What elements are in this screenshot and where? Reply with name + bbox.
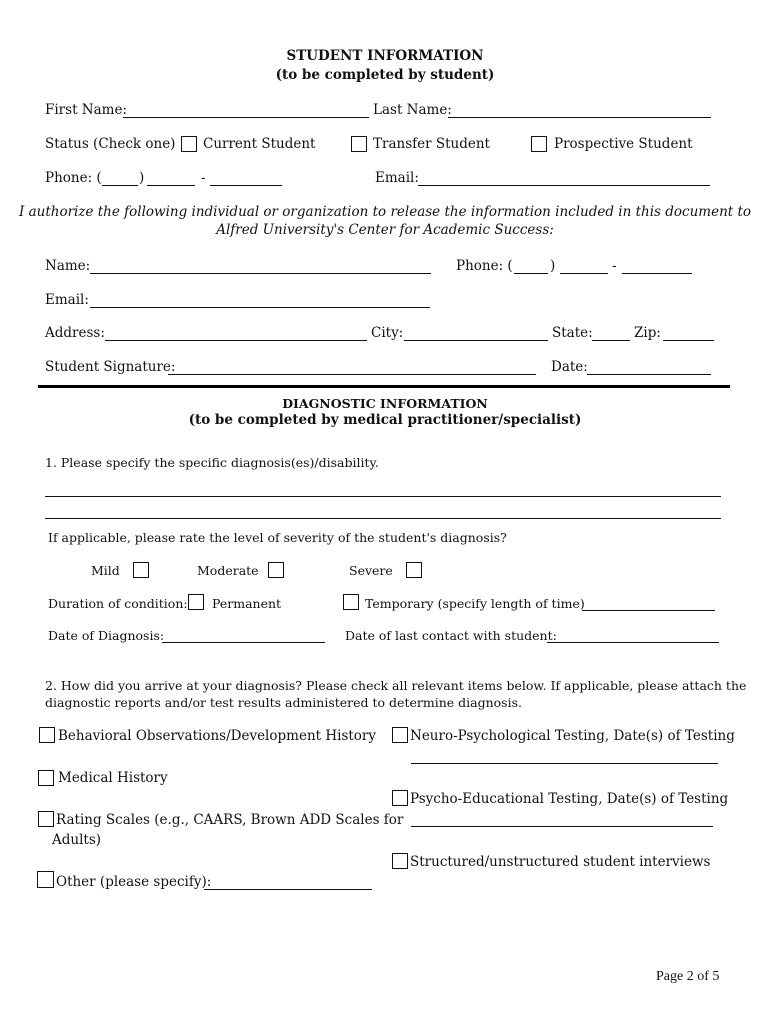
- last-name-label: Last Name:: [373, 102, 452, 118]
- psycho-date-field[interactable]: [411, 826, 713, 827]
- temporary-label: Temporary (specify length of time): [365, 596, 585, 611]
- neuro-label: Neuro-Psychological Testing, Date(s) of Testing: [410, 728, 735, 744]
- authorize-text-line1: I authorize the following individual or organization to release the information included in this document to: [18, 204, 752, 220]
- release-phone-line-field[interactable]: [622, 273, 692, 274]
- signature-label: Student Signature:: [45, 359, 176, 375]
- severity-question: If applicable, please rate the level of severity of the student's diagnosis?: [48, 530, 507, 545]
- question-1-text: 1. Please specify the specific diagnosis(es)/disability.: [45, 455, 379, 470]
- moderate-label: Moderate: [197, 563, 259, 578]
- release-name-field[interactable]: [90, 273, 431, 274]
- severe-checkbox[interactable]: [406, 562, 422, 578]
- neuro-date-field[interactable]: [411, 763, 718, 764]
- prospective-student-checkbox[interactable]: [531, 136, 547, 152]
- release-name-label: Name:: [45, 258, 91, 274]
- last-contact-field[interactable]: [547, 642, 719, 643]
- phone-dash: -: [201, 170, 206, 186]
- other-label: Other (please specify):: [56, 874, 212, 890]
- signature-date-field[interactable]: [587, 374, 711, 375]
- email-label: Email:: [375, 170, 419, 186]
- page-number: Page 2 of 5: [656, 969, 720, 984]
- status-label: Status (Check one): [45, 136, 176, 152]
- phone-area-code-field[interactable]: [102, 185, 138, 186]
- last-contact-label: Date of last contact with student:: [345, 628, 557, 643]
- address-field[interactable]: [105, 340, 367, 341]
- authorize-text-line2: Alfred University's Center for Academic Success:: [216, 222, 554, 238]
- prospective-student-label: Prospective Student: [554, 136, 693, 152]
- structured-interviews-label: Structured/unstructured student interviews: [410, 854, 711, 870]
- zip-field[interactable]: [663, 340, 714, 341]
- phone-label: Phone: (: [45, 170, 102, 186]
- behavioral-label: Behavioral Observations/Development History: [58, 728, 377, 744]
- behavioral-checkbox[interactable]: [39, 727, 55, 743]
- release-phone-prefix-field[interactable]: [560, 273, 608, 274]
- state-field[interactable]: [592, 340, 630, 341]
- current-student-label: Current Student: [203, 136, 316, 152]
- moderate-checkbox[interactable]: [268, 562, 284, 578]
- other-specify-field[interactable]: [204, 889, 372, 890]
- temporary-checkbox[interactable]: [343, 594, 359, 610]
- temporary-length-field[interactable]: [582, 610, 715, 611]
- permanent-checkbox[interactable]: [188, 594, 204, 610]
- release-phone-area-field[interactable]: [514, 273, 548, 274]
- city-field[interactable]: [404, 340, 548, 341]
- permanent-label: Permanent: [212, 596, 282, 611]
- diagnosis-line-1[interactable]: [45, 496, 721, 497]
- neuro-checkbox[interactable]: [392, 727, 408, 743]
- mild-label: Mild: [91, 563, 120, 578]
- first-name-label: First Name:: [45, 102, 127, 118]
- date-of-diagnosis-field[interactable]: [162, 642, 325, 643]
- signature-date-label: Date:: [551, 359, 588, 375]
- psycho-checkbox[interactable]: [392, 790, 408, 806]
- phone-line-field[interactable]: [210, 185, 282, 186]
- diagnostic-section-subtitle: (to be completed by medical practitioner/specialist): [188, 412, 582, 428]
- rating-scales-checkbox[interactable]: [38, 811, 54, 827]
- student-section-subtitle: (to be completed by student): [275, 67, 495, 83]
- rating-scales-label-line1: Rating Scales (e.g., CAARS, Brown ADD Scales for: [56, 812, 404, 828]
- mild-checkbox[interactable]: [133, 562, 149, 578]
- other-checkbox[interactable]: [37, 871, 54, 888]
- release-email-label: Email:: [45, 292, 89, 308]
- transfer-student-label: Transfer Student: [373, 136, 490, 152]
- last-name-field[interactable]: [448, 117, 711, 118]
- diagnosis-line-2[interactable]: [45, 518, 721, 519]
- question-2-line1: 2. How did you arrive at your diagnosis? Please check all relevant items below. If applicable, please attach the: [45, 678, 747, 693]
- transfer-student-checkbox[interactable]: [351, 136, 367, 152]
- diagnostic-section-title: DIAGNOSTIC INFORMATION: [282, 396, 488, 411]
- date-of-diagnosis-label: Date of Diagnosis:: [48, 628, 165, 643]
- student-section-title: STUDENT INFORMATION: [286, 48, 484, 64]
- phone-paren: ): [139, 170, 145, 186]
- zip-label: Zip:: [634, 325, 661, 341]
- severe-label: Severe: [349, 563, 393, 578]
- first-name-field[interactable]: [123, 117, 369, 118]
- phone-prefix-field[interactable]: [147, 185, 195, 186]
- address-label: Address:: [45, 325, 105, 341]
- release-phone-paren: ): [550, 258, 556, 274]
- release-email-field[interactable]: [90, 307, 430, 308]
- structured-interviews-checkbox[interactable]: [392, 853, 408, 869]
- question-2-line2: diagnostic reports and/or test results administered to determine diagnosis.: [45, 695, 522, 710]
- psycho-label: Psycho-Educational Testing, Date(s) of Testing: [410, 791, 729, 807]
- section-divider: [38, 385, 730, 388]
- release-phone-label: Phone: (: [456, 258, 513, 274]
- medical-history-checkbox[interactable]: [38, 770, 54, 786]
- rating-scales-label-line2: Adults): [52, 832, 102, 848]
- duration-label: Duration of condition:: [48, 596, 188, 611]
- signature-field[interactable]: [168, 374, 536, 375]
- release-phone-dash: -: [612, 258, 617, 274]
- state-label: State:: [552, 325, 593, 341]
- medical-history-label: Medical History: [58, 770, 168, 786]
- email-field[interactable]: [418, 185, 710, 186]
- current-student-checkbox[interactable]: [181, 136, 197, 152]
- city-label: City:: [371, 325, 404, 341]
